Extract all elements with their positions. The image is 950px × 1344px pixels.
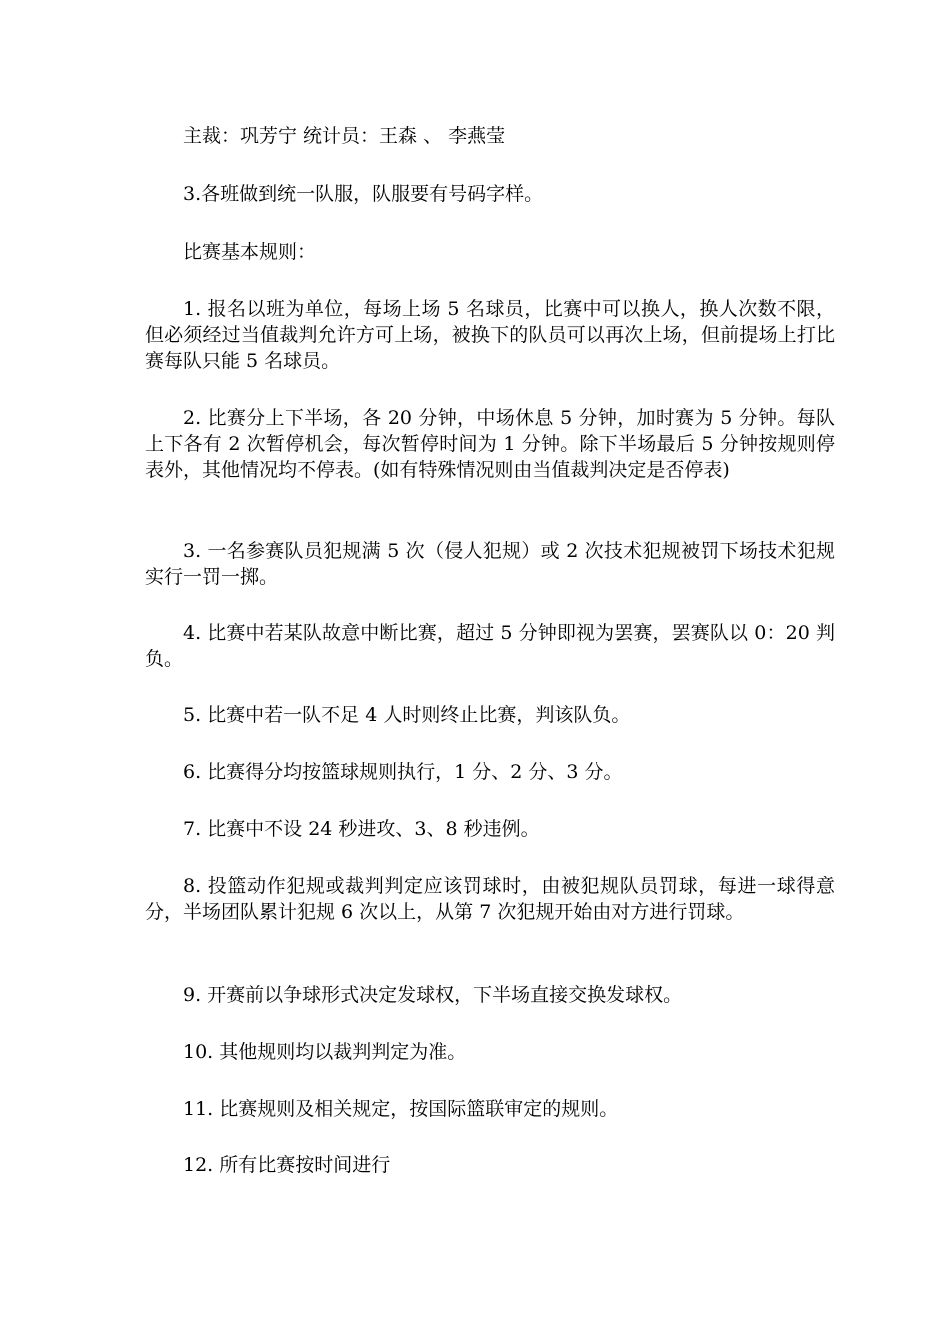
rule-item: 4. 比赛中若某队故意中断比赛，超过 5 分钟即视为罢赛，罢赛队以 0：20 判负。 [145,622,835,670]
rules-heading: 比赛基本规则： [183,241,317,263]
uniform-note: 3.各班做到统一队服，队服要有号码字样。 [183,183,544,205]
rule-item: 3. 一名参赛队员犯规满 5 次（侵人犯规）或 2 次技术犯规被罚下场技术犯规实行一罚一掷。 [145,540,835,588]
rule-item: 6. 比赛得分均按篮球规则执行，1 分、2 分、3 分。 [183,761,623,783]
staff-line: 主裁：巩芳宁 统计员：王森 、 李燕莹 [183,125,506,147]
rule-item: 8. 投篮动作犯规或裁判判定应该罚球时，由被犯规队员罚球，每进一球得意分，半场团队累计犯规 6 次以上，从第 7 次犯规开始由对方进行罚球。 [145,875,835,923]
rule-item: 9. 开赛前以争球形式决定发球权，下半场直接交换发球权。 [183,984,683,1006]
rule-item: 12. 所有比赛按时间进行 [183,1154,391,1176]
rule-item: 7. 比赛中不设 24 秒进攻、3、8 秒违例。 [183,818,540,840]
rule-item: 11. 比赛规则及相关规定，按国际篮联审定的规则。 [183,1098,619,1120]
rule-item: 10. 其他规则均以裁判判定为准。 [183,1041,467,1063]
rule-item: 5. 比赛中若一队不足 4 人时则终止比赛，判该队负。 [183,704,631,726]
rule-item: 1. 报名以班为单位，每场上场 5 名球员，比赛中可以换人，换人次数不限，但必须经过当值裁判允许方可上场，被换下的队员可以再次上场，但前提场上打比赛每队只能 5 名球员。 [145,298,835,372]
rule-item: 2. 比赛分上下半场，各 20 分钟，中场休息 5 分钟，加时赛为 5 分钟。每队上下各有 2 次暂停机会，每次暂停时间为 1 分钟。除下半场最后 5 分钟按规则停表外，其他情况均不停表。(如有特殊情况则由当值裁判决定是否停表) [145,407,835,481]
